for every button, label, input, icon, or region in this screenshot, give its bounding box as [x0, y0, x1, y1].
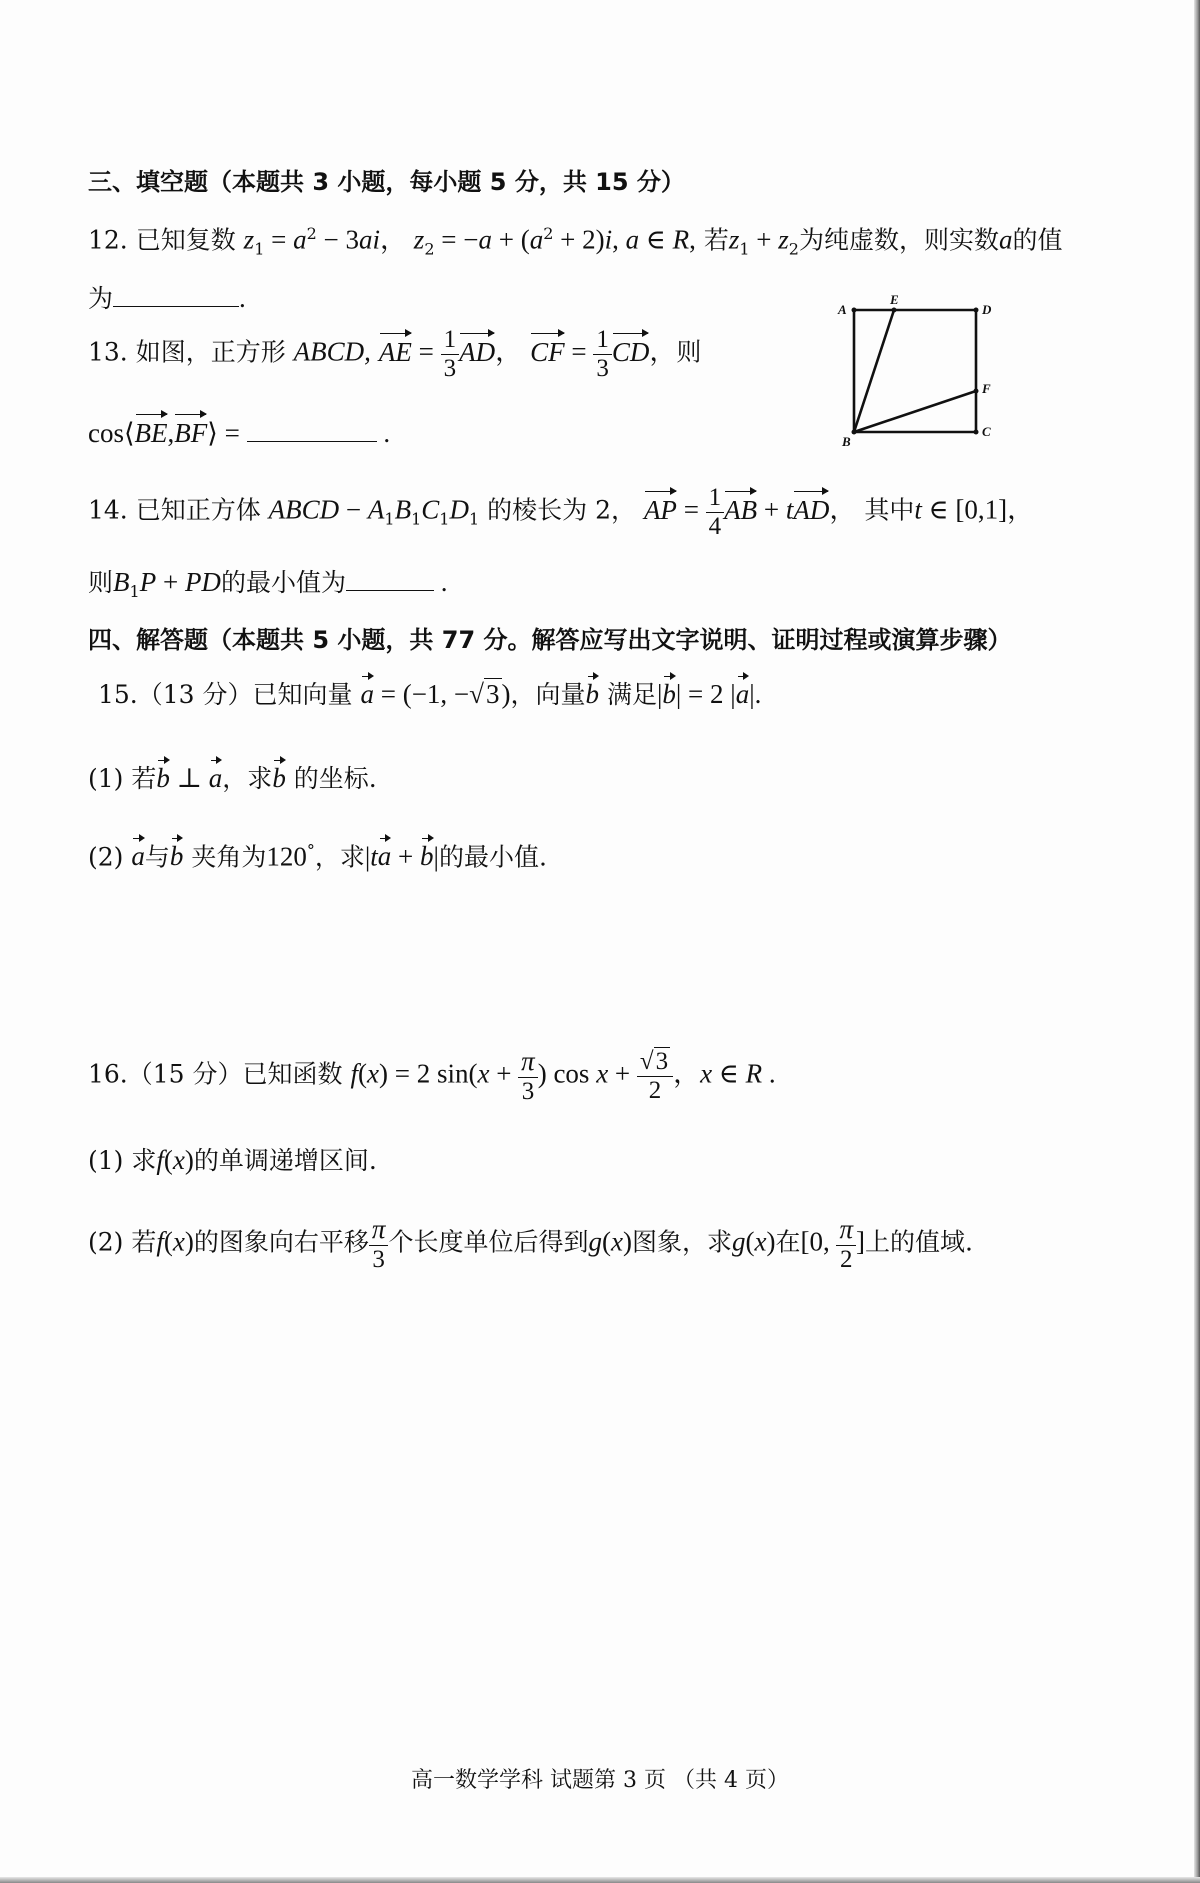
q15-prefix: 15.（13 分）已知向量: [98, 680, 353, 709]
segment-BE: [854, 310, 894, 432]
answer-blank-12[interactable]: [113, 278, 239, 307]
q15-p2-b: 夹角为: [191, 842, 267, 872]
question-13: 13. 如图，正方形 ABCD, AE = $\frac{1}{3}$ AD， CF = $\frac{1}{3}$ CD，则: [88, 326, 702, 382]
q16-p2-c: 个长度单位后得到: [388, 1227, 589, 1257]
q15-p1-label: (1): [88, 764, 124, 793]
label-E: E: [890, 292, 899, 307]
scan-edge-bottom: [0, 1877, 1200, 1883]
question-16: 16.（15 分）已知函数 f(x) = 2 sin(x + $\frac{\pi}{3}$ ) cos x + $\frac{√3}{2}$ ，x ∈ R .: [88, 1046, 776, 1105]
q14-prefix: 14. 已知正方体: [88, 495, 261, 525]
label-C: C: [982, 424, 991, 439]
question-13-line2: cos⟨BE,BF⟩ = .: [88, 411, 390, 452]
q14-edge: 的棱长为 2，: [487, 495, 636, 525]
answer-blank-14[interactable]: [346, 562, 434, 591]
scan-edge-right: [1194, 0, 1200, 1883]
answer-blank-13[interactable]: [247, 413, 377, 442]
question-15: 15.（13 分）已知向量 a = (−1, −√3)，向量b 满足|b| = 2 |a|.: [98, 676, 761, 713]
question-15-part-1: (1) 若b ⊥ a，求b 的坐标.: [88, 760, 377, 797]
q16-p2-d: 图象，求: [631, 1227, 732, 1257]
q16-p1-b: 的单调递增区间.: [193, 1146, 377, 1175]
question-12-line2: 为 .: [88, 278, 246, 317]
q15-p1-a: 若: [131, 764, 157, 793]
q14-where: 其中: [864, 495, 915, 525]
section-3-title: 三、填空题（本题共 3 小题，每小题 5 分，共 15 分）: [88, 168, 685, 196]
q15-p2-c: ，求: [314, 842, 365, 872]
page-footer: 高一数学学科 试题第 3 页 （共 4 页）: [411, 1768, 789, 1793]
q15-p2-label: (2): [88, 842, 124, 872]
q16-p2-label: (2): [88, 1227, 124, 1257]
q13-then: 则: [676, 337, 702, 367]
question-15-part-2: (2) a与b 夹角为120°，求|ta + b|的最小值.: [88, 833, 547, 875]
q15-p2-a: 与: [144, 842, 170, 872]
q15-p1-c: 的坐标.: [293, 764, 377, 793]
question-14-line2: 则$B_1P$ + PD的最小值为 .: [88, 562, 447, 610]
label-B: B: [842, 434, 851, 449]
label-F: F: [982, 381, 991, 396]
q13-prefix: 13. 如图，正方形: [88, 337, 286, 367]
q14-line2b: 的最小值为: [220, 568, 346, 597]
q13-square: ABCD,: [293, 336, 371, 367]
q13-cos: cos: [88, 418, 124, 448]
q16-p2-f: 上的值域.: [864, 1227, 973, 1257]
question-14: 14. 已知正方体 ABCD − $A_1B_1C_1D_1$ 的棱长为 2， AP = $\frac{1}{4}$ AB + tAD， 其中t ∈ [0,1]，: [88, 484, 1035, 540]
label-D: D: [982, 302, 992, 317]
segment-BF: [854, 391, 976, 432]
q16-p2-a: 若: [131, 1227, 157, 1257]
q15-satisfies: 满足: [606, 680, 657, 709]
q12-prefix: 12. 已知复数: [88, 225, 236, 255]
q16-p1-label: (1): [88, 1146, 124, 1175]
square-figure: [832, 292, 1002, 452]
q16-p2-e: 在: [775, 1227, 801, 1257]
q16-p2-b: 的图象向右平移: [193, 1227, 369, 1257]
question-16-part-1: (1) 求f(x)的单调递增区间.: [88, 1145, 377, 1175]
question-12: 12. 已知复数 $z_1 = a^2 - 3ai$， $z_2 = -a + (a^2 + 2)i$, a ∈ R, 若$z_1 + z_2$为纯虚数，则实数a的值: [88, 224, 1063, 259]
q14-line2a: 则: [88, 568, 114, 597]
q15-p1-b: ，求: [222, 764, 273, 793]
label-A: A: [838, 302, 847, 317]
q12-mid: 为纯虚数，则实数: [798, 225, 999, 255]
q12-end: 的值: [1012, 225, 1063, 255]
question-16-part-2: (2) 若f(x)的图象向右平移 $\frac{\pi}{3}$ 个长度单位后得到g(x)图象，求g(x)在[0, $\frac{\pi}{2}$ ]上的值域.: [88, 1214, 973, 1273]
q12-cond: 若: [703, 225, 729, 255]
q15-p2-d: 的最小值.: [438, 842, 547, 872]
section-4-title: 四、解答题（本题共 5 小题，共 77 分。解答应写出文字说明、证明过程或演算步骤）: [88, 626, 1012, 654]
q12-line2: 为: [88, 284, 114, 313]
q16-prefix: 16.（15 分）已知函数: [88, 1059, 343, 1089]
q16-p1-a: 求: [131, 1146, 157, 1175]
q15-mid: ，向量: [510, 680, 586, 709]
